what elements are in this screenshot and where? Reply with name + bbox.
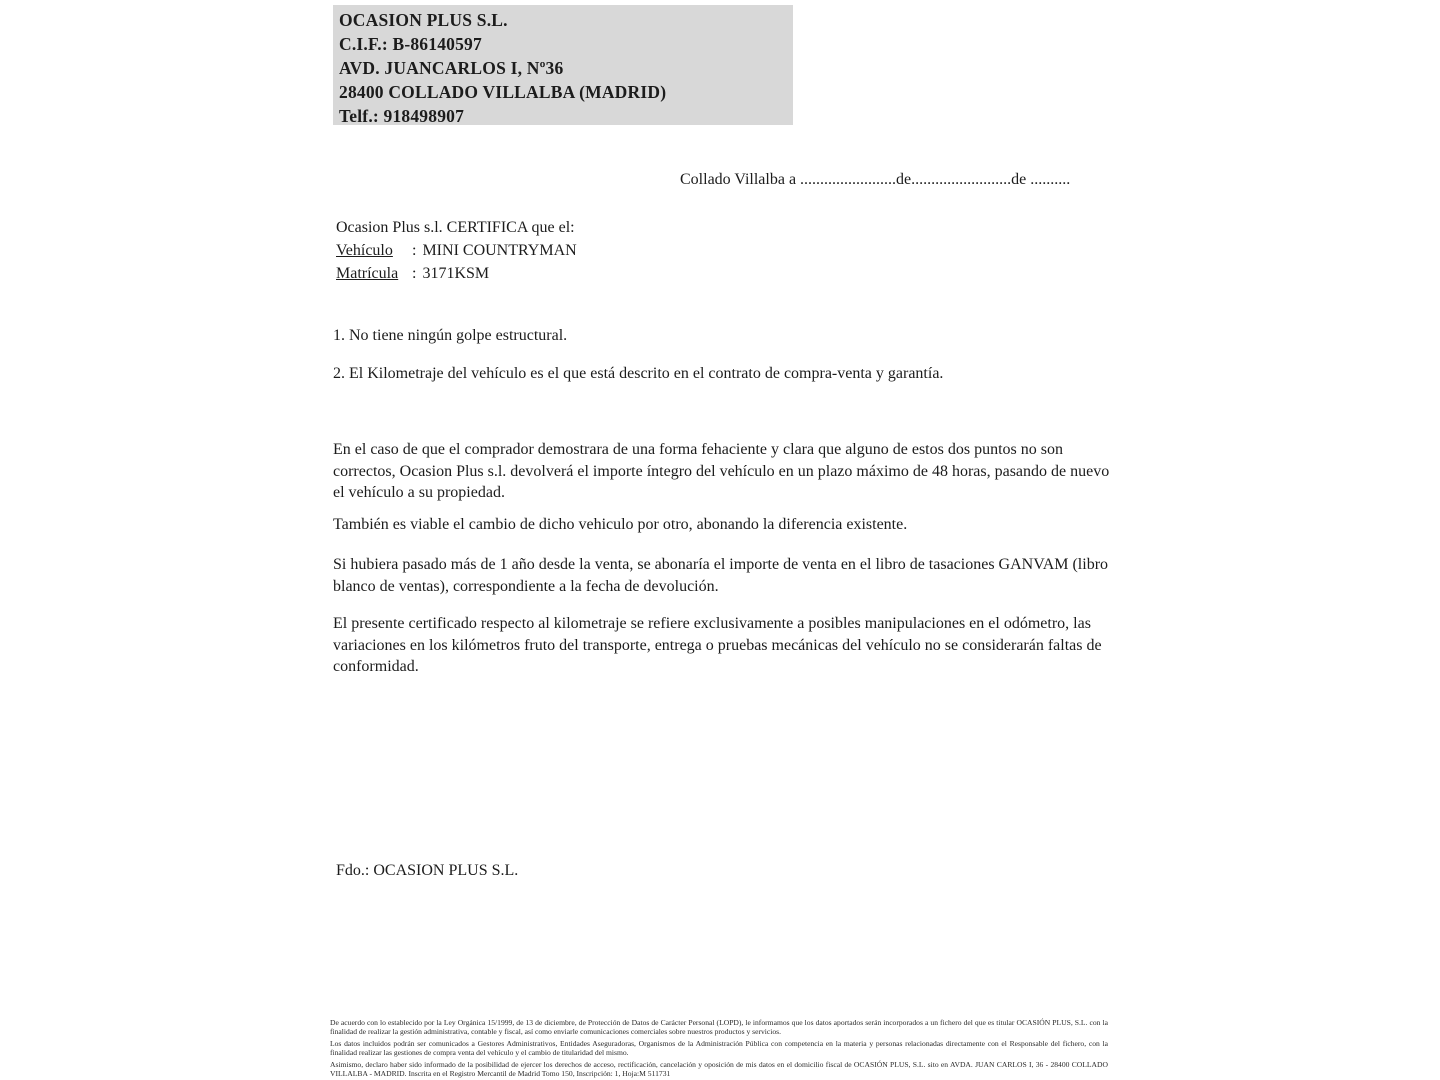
plate-value: 3171KSM	[422, 265, 490, 282]
paragraph-refund-terms: En el caso de que el comprador demostrara de una forma fehaciente y clara que alguno de estos dos puntos no son correctos, Ocasion Plus s.l. devolverá el importe íntegro del vehículo en un plazo máximo de 48 horas, pasando de nuevo el vehículo a su propiedad.	[333, 441, 1110, 501]
vehicle-separator: :	[412, 242, 417, 259]
legal-paragraph-rights-registry: Asimismo, declaro haber sido informado de la posibilidad de ejercer los derechos de acceso, rectificación, cancelación y oposición de mis datos en el domicilio fiscal de OCASIÓN PLUS, S.L. sito en AVDA. JUAN CARLOS I, 36 - 28400 COLLADO VILLALBA - MADRID. Inscrita en el Registro Mercantil de Madrid Tomo 150, Inscripción: 1, Hoja:M 511731	[330, 1059, 1108, 1079]
signature-line: Fdo.: OCASION PLUS S.L.	[336, 862, 519, 879]
paragraph-exchange-option: También es viable el cambio de dicho vehiculo por otro, abonando la diferencia existente.	[333, 516, 908, 533]
certification-block	[336, 216, 577, 285]
company-city: 28400 COLLADO VILLALBA (MADRID)	[339, 82, 667, 102]
vehicle-value: MINI COUNTRYMAN	[422, 242, 577, 259]
date-fill-in-line: Collado Villalba a ........................de.........................de ..........	[680, 171, 1071, 188]
paragraph-odometer-scope: El presente certificado respecto al kilometraje se refiere exclusivamente a posibles manipulaciones en el odómetro, las variaciones en los kilómetros fruto del transporte, entrega o pruebas mecánicas del vehículo no se considerarán faltas de conformidad.	[333, 615, 1102, 675]
company-header-box	[333, 5, 793, 125]
company-phone: Telf.: 918498907	[339, 106, 465, 126]
vehicle-field-row	[336, 239, 577, 262]
plate-label: Matrícula	[336, 265, 399, 282]
paragraph-ganvam-valuation: Si hubiera pasado más de 1 año desde la venta, se abonaría el importe de venta en el libro de tasaciones GANVAM (libro blanco de ventas), correspondiente a la fecha de devolución.	[333, 556, 1109, 595]
plate-separator: :	[412, 265, 417, 282]
certification-point-1: 1. No tiene ningún golpe estructural.	[333, 327, 568, 344]
certify-intro: Ocasion Plus s.l. CERTIFICA que el:	[336, 219, 575, 236]
company-address: AVD. JUANCARLOS I, Nº36	[339, 58, 564, 78]
company-name: OCASION PLUS S.L.	[339, 10, 508, 30]
legal-paragraph-lopd: De acuerdo con lo establecido por la Ley Orgánica 15/1999, de 13 de diciembre, de Protección de Datos de Carácter Personal (LOPD), le informamos que los datos aportados serán incorporados a un fichero del que es titular OCASIÓN PLUS, S.L. con la finalidad de realizar la gestión administrativa, contable y fiscal, así como enviarle comunicaciones comerciales sobre nuestros productos y servicios.	[330, 1018, 1108, 1037]
plate-field-row	[336, 262, 577, 285]
certification-point-2: 2. El Kilometraje del vehículo es el que está descrito en el contrato de compra-venta y garantía.	[333, 365, 944, 382]
vehicle-label: Vehículo	[336, 242, 393, 259]
legal-footer	[330, 1018, 1108, 1080]
company-cif: C.I.F.: B-86140597	[339, 34, 482, 54]
legal-paragraph-data-sharing: Los datos incluidos podrán ser comunicados a Gestores Administrativos, Entidades Aseguradoras, Organismos de la Administración Pública con competencia en la materia y personas relacionadas directamente con el Responsable del fichero, con la finalidad realizar las gestiones de compra venta del vehículo y el cambio de titularidad del mismo.	[330, 1038, 1108, 1058]
